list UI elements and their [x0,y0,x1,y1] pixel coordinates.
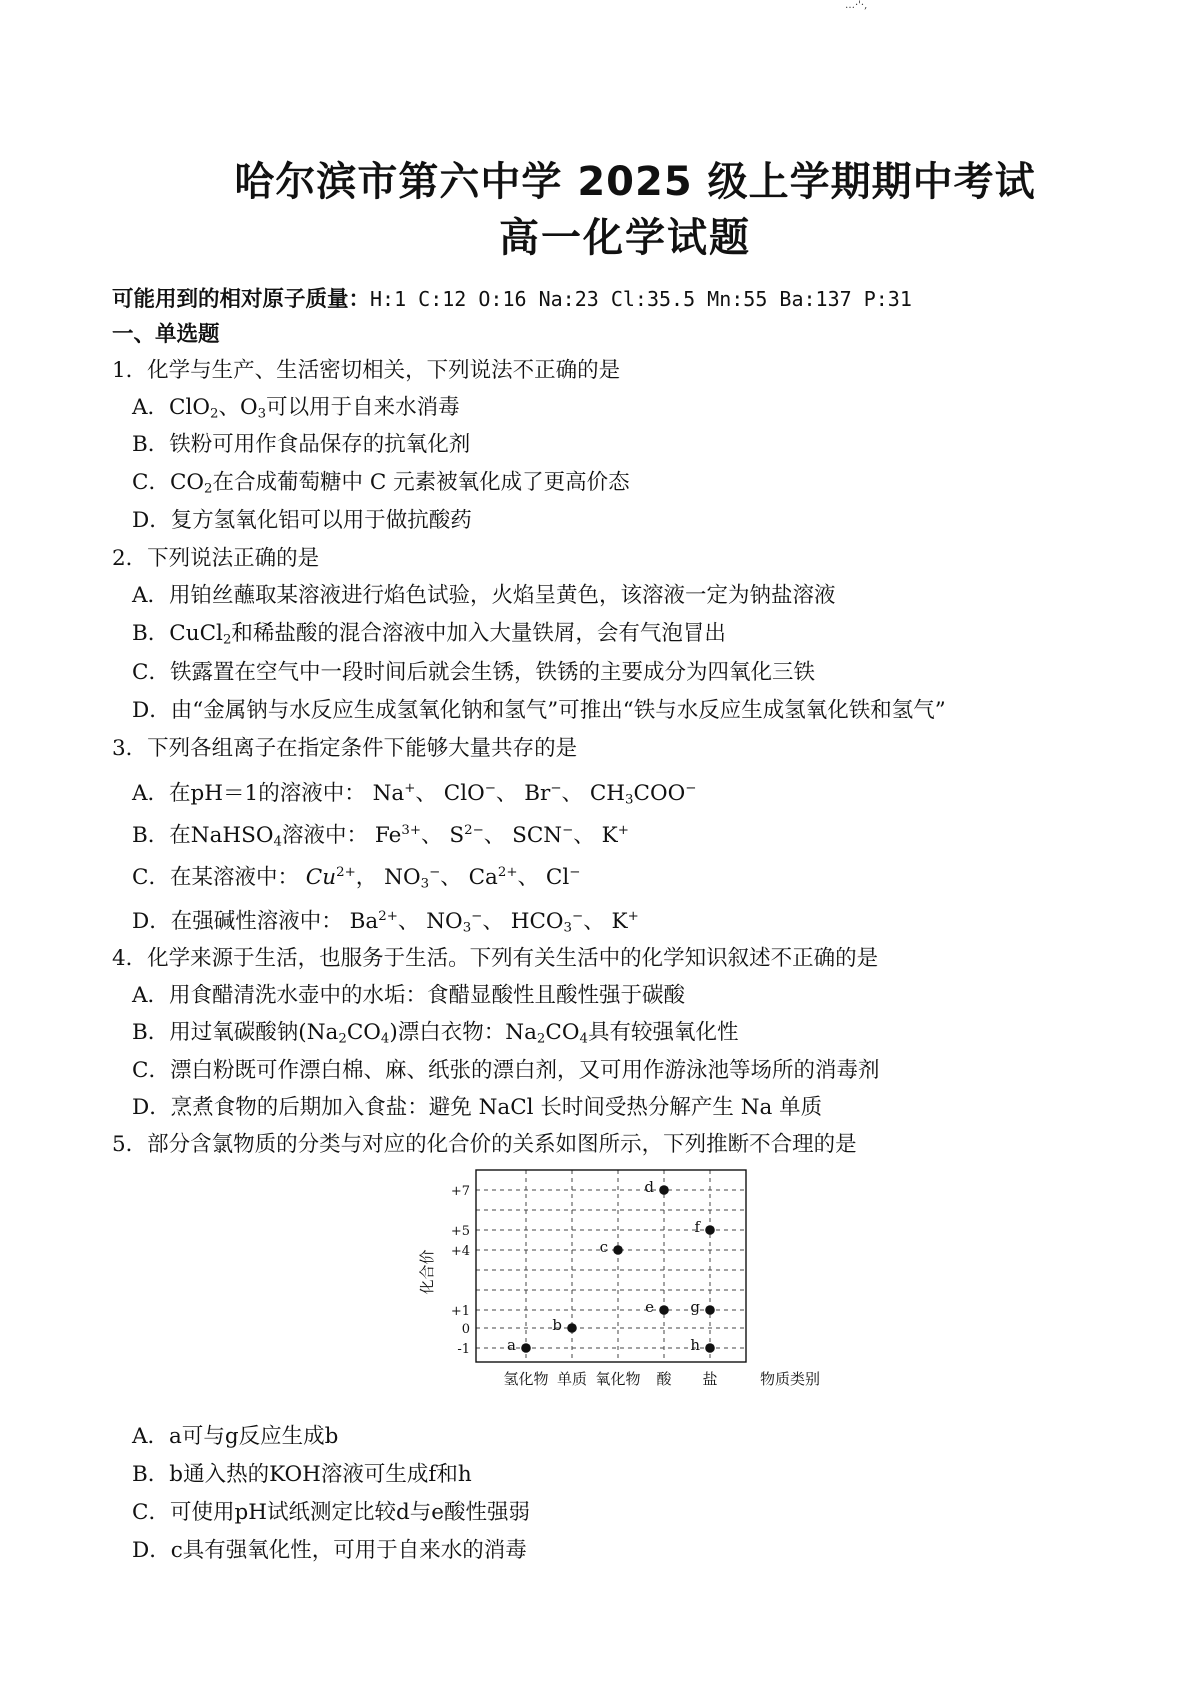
q5-option-d: D．c具有强氧化性，可用于自来水的消毒 [132,1538,527,1563]
data-label-a: a [507,1336,516,1354]
x-axis-label: 物质类别 [759,1370,821,1388]
q1-option-a: A．ClO$_2$、$O_3$可以用于自来水消毒 [132,395,460,422]
data-point-a [521,1343,531,1353]
chlorine-valence-chart [410,1162,850,1402]
q4-option-d: D．烹煮食物的后期加入食盐：避免 NaCl 长时间受热分解产生 Na 单质 [132,1095,823,1120]
q2-option-b: B．CuCl$_2$和稀盐酸的混合溶液中加入大量铁屑，会有气泡冒出 [132,621,726,648]
x-tick-label: 氢化物 [503,1370,549,1388]
data-label-h: h [690,1336,700,1354]
q2-option-a: A．用铂丝蘸取某溶液进行焰色试验，火焰呈黄色，该溶液一定为钠盐溶液 [132,583,836,608]
data-label-c: c [599,1238,608,1256]
q1-stem: 1．化学与生产、生活密切相关，下列说法不正确的是 [112,358,621,383]
y-tick-label: +4 [450,1244,470,1259]
chart-frame [476,1170,746,1362]
q3-option-a: A．在pH＝1的溶液中： Na+、 ClO−、 Br−、 $CH_3COO^-$ [132,780,697,808]
y-tick-label: +5 [450,1224,470,1239]
atomic-mass-line [112,284,912,315]
x-tick-label: 酸 [656,1370,672,1388]
data-label-b: b [552,1316,562,1334]
exam-subtitle: 高一化学试题 [499,215,751,261]
q4-option-b: B．用过氧碳酸钠$(Na_2CO_4)$漂白衣物：$Na_2CO_4$具有较强氧化性 [132,1020,739,1047]
data-point-e [659,1305,669,1315]
atomic-mass-label: 可能用到的相对原子质量： [112,287,371,312]
y-tick-label: 0 [461,1322,470,1337]
exam-title: 哈尔滨市第六中学 2025 级上学期期中考试 [234,159,1036,205]
data-label-d: d [644,1178,654,1196]
chart-axes [418,1170,820,1388]
data-point-g [705,1305,715,1315]
q5-option-a: A．a可与g反应生成b [132,1424,339,1449]
q3-option-c: C．在某溶液中： $Cu^{2+}$， $NO_3^-$、 $Ca^{2+}$、 Cl− [132,864,581,892]
data-point-f [705,1225,715,1235]
x-tick-label: 单质 [556,1370,588,1388]
q2-option-c: C．铁露置在空气中一段时间后就会生锈，铁锈的主要成分为四氧化三铁 [132,660,815,685]
data-label-g: g [690,1298,700,1316]
y-tick-label: +7 [450,1184,470,1199]
y-tick-label: -1 [457,1342,470,1357]
data-point-c [613,1245,623,1255]
q1-option-c: C．$CO_2$在合成葡萄糖中 C 元素被氧化成了更高价态 [132,470,630,497]
data-point-d [659,1185,669,1195]
q3-stem: 3．下列各组离子在指定条件下能够大量共存的是 [112,736,578,761]
q1-option-b: B．铁粉可用作食品保存的抗氧化剂 [132,432,471,457]
top-mark: …·'·, [845,0,868,11]
x-tick-label: 盐 [702,1370,718,1388]
q3-option-d: D．在强碱性溶液中： $Ba^{2+}$、 $NO_3^-$、 $HCO_3^-$、 K+ [132,908,639,936]
q4-option-c: C．漂白粉既可作漂白棉、麻、纸张的漂白剂，又可用作游泳池等场所的消毒剂 [132,1058,880,1083]
x-tick-label: 氧化物 [595,1370,641,1388]
q3-option-b: B．在NaHSO$_4$溶液中： $Fe^{3+}$、 $S^{2-}$、 SCN−、 K+ [132,822,629,850]
data-label-f: f [694,1218,700,1236]
data-label-e: e [645,1298,654,1316]
data-point-b [567,1323,577,1333]
y-axis-label: 化合价 [418,1249,436,1295]
q5-stem: 5．部分含氯物质的分类与对应的化合价的关系如图所示，下列推断不合理的是 [112,1132,857,1157]
q2-option-d: D．由“金属钠与水反应生成氢氧化钠和氢气”可推出“铁与水反应生成氢氧化铁和氢气” [132,698,946,723]
q5-option-c: C．可使用pH试纸测定比较d与e酸性强弱 [132,1500,530,1525]
q2-stem: 2．下列说法正确的是 [112,546,320,571]
q5-option-b: B．b通入热的KOH溶液可生成f和h [132,1462,472,1487]
chart-grid [476,1170,746,1362]
section-heading: 一、单选题 [112,322,220,347]
q4-option-a: A．用食醋清洗水壶中的水垢：食醋显酸性且酸性强于碳酸 [132,983,686,1008]
q4-stem: 4．化学来源于生活，也服务于生活。下列有关生活中的化学知识叙述不正确的是 [112,946,879,971]
q1-option-d: D．复方氢氧化铝可以用于做抗酸药 [132,508,472,533]
atomic-mass-values: H:1 C:12 O:16 Na:23 Cl:35.5 Mn:55 Ba:137 P:31 [370,287,912,311]
y-tick-label: +1 [450,1304,470,1319]
data-point-h [705,1343,715,1353]
